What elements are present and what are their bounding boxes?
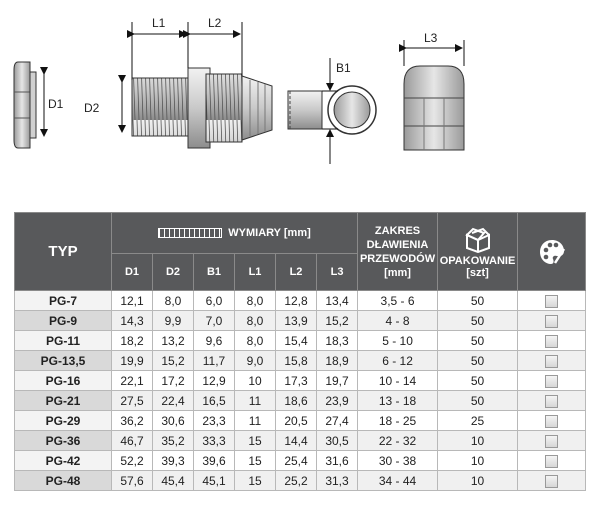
- ruler-icon: [158, 228, 222, 238]
- d1-cell: 12,1: [112, 291, 153, 311]
- d1-cell: 57,6: [112, 471, 153, 491]
- color-cell: [518, 291, 586, 311]
- table-row: [15, 451, 586, 471]
- zakres-cell: 5 - 10: [358, 331, 438, 351]
- color-cell: [518, 411, 586, 431]
- b1-cell: 6,0: [194, 291, 235, 311]
- d2-cell: 17,2: [153, 371, 194, 391]
- table-row: [15, 411, 586, 431]
- zakres-cell: 34 - 44: [358, 471, 438, 491]
- b1-cell: 33,3: [194, 431, 235, 451]
- nut-side-view: [14, 62, 36, 148]
- d1-cell: 22,1: [112, 371, 153, 391]
- typ-cell: PG-11: [15, 331, 112, 351]
- l1-cell: 11: [235, 391, 276, 411]
- color-cell: [518, 451, 586, 471]
- l2-cell: 15,4: [276, 331, 317, 351]
- typ-cell: PG-48: [15, 471, 112, 491]
- color-cell: [518, 391, 586, 411]
- color-swatch-checkbox[interactable]: [545, 435, 558, 448]
- opak-cell: 50: [438, 391, 518, 411]
- color-cell: [518, 311, 586, 331]
- color-swatch-checkbox[interactable]: [545, 295, 558, 308]
- l2-cell: 25,2: [276, 471, 317, 491]
- table-row: [15, 311, 586, 331]
- l1-cell: 9,0: [235, 351, 276, 371]
- l3-cell: 31,6: [317, 451, 358, 471]
- d1-label: D1: [48, 97, 64, 111]
- l3-cell: 31,3: [317, 471, 358, 491]
- l3-cell: 18,3: [317, 331, 358, 351]
- d2-cell: 22,4: [153, 391, 194, 411]
- d2-cell: 45,4: [153, 471, 194, 491]
- typ-cell: PG-36: [15, 431, 112, 451]
- l2-label: L2: [208, 16, 222, 30]
- gland-body: [132, 68, 272, 148]
- d2-cell: 39,3: [153, 451, 194, 471]
- col-l2: L2: [276, 254, 317, 291]
- b1-cell: 12,9: [194, 371, 235, 391]
- zakres-header: ZAKRES DŁAWIENIA PRZEWODÓW [mm]: [358, 213, 438, 291]
- zakres-cell: 10 - 14: [358, 371, 438, 391]
- b1-cell: 7,0: [194, 311, 235, 331]
- opak-cell: 50: [438, 311, 518, 331]
- l2-cell: 20,5: [276, 411, 317, 431]
- typ-cell: PG-16: [15, 371, 112, 391]
- d2-cell: 9,9: [153, 311, 194, 331]
- col-l1: L1: [235, 254, 276, 291]
- l3-cell: 18,9: [317, 351, 358, 371]
- d2-dimension: [84, 82, 122, 132]
- d1-cell: 18,2: [112, 331, 153, 351]
- color-swatch-checkbox[interactable]: [545, 315, 558, 328]
- color-swatch-checkbox[interactable]: [545, 475, 558, 488]
- l3-dimension: [404, 31, 464, 66]
- col-b1: B1: [194, 254, 235, 291]
- opak-cell: 50: [438, 351, 518, 371]
- color-swatch-checkbox[interactable]: [545, 375, 558, 388]
- d1-dimension: [44, 74, 64, 136]
- color-swatch-checkbox[interactable]: [545, 335, 558, 348]
- zakres-cell: 22 - 32: [358, 431, 438, 451]
- b1-cell: 11,7: [194, 351, 235, 371]
- typ-cell: PG-21: [15, 391, 112, 411]
- color-cell: [518, 471, 586, 491]
- dome-nut: [404, 66, 464, 150]
- l3-cell: 30,5: [317, 431, 358, 451]
- zakres-cell: 6 - 12: [358, 351, 438, 371]
- typ-header: TYP: [15, 213, 112, 291]
- d1-cell: 27,5: [112, 391, 153, 411]
- l2-cell: 15,8: [276, 351, 317, 371]
- typ-cell: PG-42: [15, 451, 112, 471]
- opak-cell: 50: [438, 371, 518, 391]
- zakres-cell: 13 - 18: [358, 391, 438, 411]
- d2-cell: 13,2: [153, 331, 194, 351]
- l3-cell: 19,7: [317, 371, 358, 391]
- l1-cell: 15: [235, 431, 276, 451]
- color-cell: [518, 331, 586, 351]
- l1-label: L1: [152, 16, 166, 30]
- color-cell: [518, 431, 586, 451]
- d2-cell: 30,6: [153, 411, 194, 431]
- d2-cell: 35,2: [153, 431, 194, 451]
- d1-cell: 46,7: [112, 431, 153, 451]
- l1-cell: 10: [235, 371, 276, 391]
- d1-cell: 19,9: [112, 351, 153, 371]
- opak-cell: 10: [438, 451, 518, 471]
- opak-cell: 25: [438, 411, 518, 431]
- d2-label: D2: [84, 101, 100, 115]
- l3-cell: 15,2: [317, 311, 358, 331]
- l3-cell: 23,9: [317, 391, 358, 411]
- b1-cell: 39,6: [194, 451, 235, 471]
- l3-cell: 13,4: [317, 291, 358, 311]
- table-row: [15, 431, 586, 451]
- l1-cell: 8,0: [235, 291, 276, 311]
- opakowanie-header: OPAKOWANIE [szt]: [438, 213, 518, 291]
- color-swatch-checkbox[interactable]: [545, 395, 558, 408]
- b1-cell: 16,5: [194, 391, 235, 411]
- table-row: [15, 291, 586, 311]
- d2-cell: 15,2: [153, 351, 194, 371]
- gland-technical-drawing: [0, 0, 600, 205]
- b1-cell: 23,3: [194, 411, 235, 431]
- l2-cell: 14,4: [276, 431, 317, 451]
- table-row: [15, 471, 586, 491]
- l2-cell: 12,8: [276, 291, 317, 311]
- zakres-cell: 18 - 25: [358, 411, 438, 431]
- typ-cell: PG-29: [15, 411, 112, 431]
- col-d2: D2: [153, 254, 194, 291]
- opak-cell: 10: [438, 471, 518, 491]
- palette-icon: [537, 237, 567, 267]
- color-swatch-checkbox[interactable]: [545, 455, 558, 468]
- d1-cell: 52,2: [112, 451, 153, 471]
- zakres-cell: 4 - 8: [358, 311, 438, 331]
- l3-label: L3: [424, 31, 438, 45]
- b1-cell: 9,6: [194, 331, 235, 351]
- typ-cell: PG-7: [15, 291, 112, 311]
- l2-cell: 17,3: [276, 371, 317, 391]
- typ-cell: PG-13,5: [15, 351, 112, 371]
- l2-cell: 13,9: [276, 311, 317, 331]
- wymiary-header: [112, 213, 358, 254]
- l1-cell: 15: [235, 471, 276, 491]
- color-swatch-checkbox[interactable]: [545, 415, 558, 428]
- zakres-cell: 3,5 - 6: [358, 291, 438, 311]
- d1-cell: 14,3: [112, 311, 153, 331]
- color-cell: [518, 371, 586, 391]
- b1-cell: 45,1: [194, 471, 235, 491]
- opak-cell: 10: [438, 431, 518, 451]
- table-row: [15, 391, 586, 411]
- l1-dimension: [132, 16, 188, 80]
- b1-label: B1: [336, 61, 351, 75]
- l1-cell: 8,0: [235, 331, 276, 351]
- color-header: [518, 213, 586, 291]
- color-swatch-checkbox[interactable]: [545, 355, 558, 368]
- zakres-cell: 30 - 38: [358, 451, 438, 471]
- box-icon: [463, 225, 493, 253]
- opak-cell: 50: [438, 331, 518, 351]
- l1-cell: 15: [235, 451, 276, 471]
- col-d1: D1: [112, 254, 153, 291]
- color-cell: [518, 351, 586, 371]
- dimension-table: [14, 212, 586, 491]
- table-row: [15, 371, 586, 391]
- wymiary-label: WYMIARY [mm]: [228, 227, 311, 239]
- l1-cell: 8,0: [235, 311, 276, 331]
- col-l3: L3: [317, 254, 358, 291]
- l2-cell: 25,4: [276, 451, 317, 471]
- seal-insert: [288, 86, 376, 134]
- table-row: [15, 351, 586, 371]
- typ-cell: PG-9: [15, 311, 112, 331]
- opak-cell: 50: [438, 291, 518, 311]
- l1-cell: 11: [235, 411, 276, 431]
- l3-cell: 27,4: [317, 411, 358, 431]
- l2-dimension: [190, 16, 242, 76]
- l2-cell: 18,6: [276, 391, 317, 411]
- d1-cell: 36,2: [112, 411, 153, 431]
- table-row: [15, 331, 586, 351]
- d2-cell: 8,0: [153, 291, 194, 311]
